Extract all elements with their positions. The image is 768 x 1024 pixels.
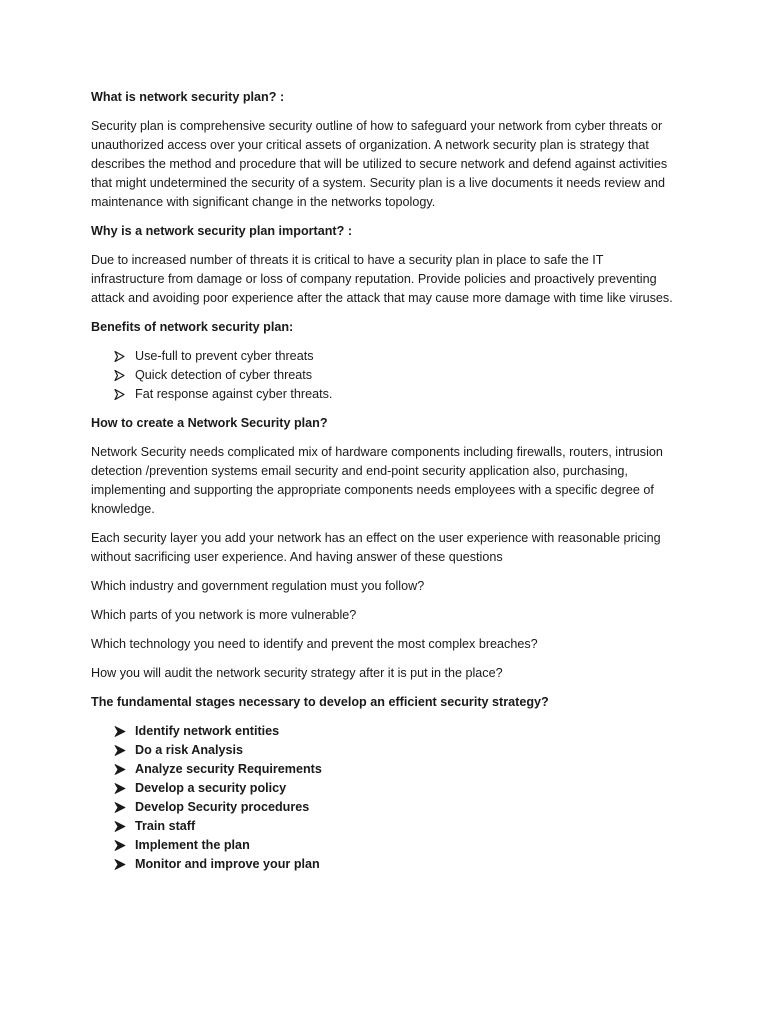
list-item: [91, 798, 691, 817]
paragraph-line: Security plan is comprehensive security outline of how to safeguard your network from cyber threats or: [91, 119, 663, 133]
paragraph-importance: [91, 251, 691, 308]
list-item: [91, 836, 691, 855]
list-item-text: Develop a security policy: [135, 781, 287, 795]
heading-fundamental-stages: The fundamental stages necessary to develop an efficient security strategy?: [91, 695, 549, 709]
paragraph-definition: [91, 117, 691, 212]
arrowhead-bullet-icon: [113, 817, 127, 836]
question-vulnerable: Which parts of you network is more vulnerable?: [91, 608, 357, 622]
list-item-text: Train staff: [135, 819, 196, 833]
arrowhead-bullet-icon: [113, 722, 127, 741]
arrowhead-bullet-icon: [113, 779, 127, 798]
heading-what-is-plan: What is network security plan? :: [91, 90, 285, 104]
list-item-text: Monitor and improve your plan: [135, 857, 320, 871]
arrowhead-bullet-icon: [113, 798, 127, 817]
arrowhead-bullet-icon: [113, 366, 127, 385]
paragraph-line: Due to increased number of threats it is critical to have a security plan in place to safe the IT: [91, 253, 604, 267]
paragraph-line: implementing and supporting the appropriate components needs employees with a specific degree of: [91, 483, 654, 497]
list-item: [91, 741, 691, 760]
paragraph-line: attack and avoiding poor experience after the attack that may cause more damage with time like viruses.: [91, 291, 673, 305]
heading-how-to-create: How to create a Network Security plan?: [91, 416, 328, 430]
paragraph-line: Each security layer you add your network has an effect on the user experience with reasonable pricing: [91, 531, 661, 545]
question-technology: Which technology you need to identify and prevent the most complex breaches?: [91, 637, 538, 651]
paragraph-line: Network Security needs complicated mix of hardware components including firewalls, routers, intrusion: [91, 445, 663, 459]
arrowhead-bullet-icon: [113, 385, 127, 404]
list-item: [91, 855, 691, 874]
heading-why-important: Why is a network security plan important? :: [91, 224, 353, 238]
paragraph-line: that might undetermined the security of a system. Security plan is a live documents it needs review and: [91, 176, 665, 190]
paragraph-components: [91, 443, 691, 519]
list-item-text: Do a risk Analysis: [135, 743, 244, 757]
list-item-text: Implement the plan: [135, 838, 250, 852]
list-item: [91, 760, 691, 779]
paragraph-line: detection /prevention systems email security and end-point security application also, purchasing,: [91, 464, 628, 478]
list-item-text: Analyze security Requirements: [135, 762, 322, 776]
list-item: [91, 817, 691, 836]
arrowhead-bullet-icon: [113, 855, 127, 874]
stages-list: [91, 722, 691, 874]
arrowhead-bullet-icon: [113, 347, 127, 366]
paragraph-line: describes the method and procedure that will be utilized to secure network and defend against activities: [91, 157, 668, 171]
paragraph-line: without sacrificing user experience. And having answer of these questions: [91, 550, 503, 564]
arrowhead-bullet-icon: [113, 760, 127, 779]
arrowhead-bullet-icon: [113, 741, 127, 760]
list-item: [91, 722, 691, 741]
paragraph-layers: [91, 529, 691, 567]
list-item-text: Identify network entities: [135, 724, 280, 738]
heading-benefits: Benefits of network security plan:: [91, 320, 294, 334]
list-item-text: Fat response against cyber threats.: [135, 387, 333, 401]
list-item-text: Quick detection of cyber threats: [135, 368, 313, 382]
benefits-list: [91, 347, 691, 404]
arrowhead-bullet-icon: [113, 836, 127, 855]
list-item-text: Use-full to prevent cyber threats: [135, 349, 314, 363]
paragraph-line: infrastructure from damage or loss of company reputation. Provide policies and proactively preventing: [91, 272, 657, 286]
paragraph-line: unauthorized access over your critical assets of organization. A network security plan is strategy that: [91, 138, 649, 152]
paragraph-line: maintenance with significant change in the networks topology.: [91, 195, 436, 209]
document-page: [91, 88, 691, 884]
list-item: [91, 347, 691, 366]
question-audit: How you will audit the network security strategy after it is put in the place?: [91, 666, 503, 680]
question-regulation: Which industry and government regulation must you follow?: [91, 579, 425, 593]
list-item-text: Develop Security procedures: [135, 800, 310, 814]
list-item: [91, 366, 691, 385]
list-item: [91, 779, 691, 798]
list-item: [91, 385, 691, 404]
paragraph-line: knowledge.: [91, 502, 155, 516]
